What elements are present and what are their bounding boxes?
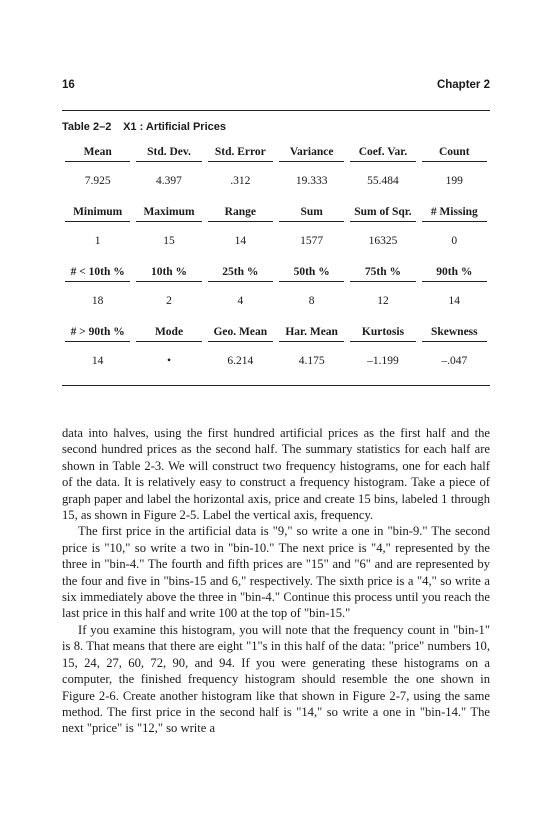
table-value-row	[62, 162, 490, 200]
table-value-cell: 6.214	[227, 355, 254, 367]
table-header-cell: 50th %	[279, 265, 344, 282]
table-value-cell: 2	[166, 295, 172, 307]
table-value-cell: 18	[91, 295, 104, 307]
table-value-cell: 0	[451, 235, 458, 247]
table-value-cell: •	[166, 355, 171, 367]
table-header-cell: Mode	[136, 325, 201, 342]
table-header-cell: Std. Dev.	[136, 145, 201, 162]
table-value-row	[62, 222, 490, 260]
table-value-cell: 14	[448, 295, 461, 307]
table-value-cell: 15	[163, 235, 175, 247]
table-header-cell: 90th %	[422, 265, 487, 282]
table-header-cell: 75th %	[350, 265, 415, 282]
table-value-cell: 12	[377, 295, 389, 307]
table-header-cell: # Missing	[422, 205, 487, 222]
table-value-cell: 14	[234, 235, 247, 247]
table-value-cell: 4.397	[156, 175, 182, 187]
table-value-cell: 1577	[300, 235, 324, 247]
table-value-cell: 4.175	[298, 355, 325, 367]
chapter-label: Chapter 2	[436, 79, 490, 91]
paragraph: If you examine this histogram, you will note that the frequency count in "bin-1" is 8. That means that there are eight "1"s in this half of the data: "price" numbers 10, 15, 24, 27, 60, 72, 90, and 94. If you were generating these histograms on a computer, the finished frequency histogram should resemble the one shown in Figure 2-6. Create another histogram like that shown in Figure 2-7, using the same method. The first price in the second half is "14," so write a one in "bin-14." The next "price" is "12," so write a	[62, 622, 490, 736]
table-header-cell: Har. Mean	[279, 325, 344, 342]
summary-statistics-table	[62, 140, 490, 380]
table-header-cell: Geo. Mean	[208, 325, 273, 342]
table-header-row	[62, 200, 490, 222]
table-value-cell: 4	[237, 295, 244, 307]
table-title: X1 : Artificial Prices	[123, 121, 226, 133]
table-value-cell: 7.925	[84, 175, 111, 187]
table-value-cell: 199	[445, 175, 463, 187]
table-value-cell: 14	[91, 355, 104, 367]
table-value-cell: –.047	[441, 355, 468, 367]
table-header-cell: Count	[422, 145, 487, 162]
table-header-cell: Coef. Var.	[350, 145, 415, 162]
table-header-cell: # > 90th %	[65, 325, 130, 342]
table-header-cell: Maximum	[136, 205, 201, 222]
table-number: Table 2–2	[62, 121, 112, 133]
table-header-cell: Kurtosis	[350, 325, 415, 342]
table-top-rule	[62, 110, 490, 111]
page-number: 16	[62, 79, 75, 91]
table-header-cell: Range	[208, 205, 273, 222]
table-value-cell: .312	[230, 175, 251, 187]
table-value-cell: 1	[94, 235, 101, 247]
paragraph: data into halves, using the first hundred artificial prices as the first half and the second hundred prices as the second half. The summary statistics for each half are shown in Table 2-3. We will construct two frequency histograms, one for each half of the data. It is relatively easy to construct a frequency histogram. Take a piece of graph paper and label the horizontal axis, price and create 15 bins, labeled 1 through 15, as shown in Figure 2-5. Label the vertical axis, frequency.	[62, 426, 490, 523]
page-header	[62, 79, 490, 95]
table-header-row	[62, 140, 490, 162]
table-header-cell: Std. Error	[208, 145, 273, 162]
table-header-row	[62, 260, 490, 282]
table-header-cell: Sum of Sqr.	[350, 205, 415, 222]
paragraph: The first price in the artificial data is "9," so write a one in "bin-9." The second price is "10," so write a two in "bin-10." The next price is "4," represented by the three in "bin-4." The fourth and fifth prices are "15" and "6" and are represented by the four and five in "bins-15 and 6," respectively. The sixth price is a "4," so write a six immediately above the three in "bin-4." Continue this process until you reach the last price in this half and write 100 at the top of "bin-15."	[62, 524, 490, 621]
table-header-cell: Minimum	[65, 205, 130, 222]
table-value-cell: 16325	[368, 235, 398, 247]
table-value-cell: 55.484	[367, 175, 399, 187]
body-text	[62, 425, 490, 737]
table-caption	[62, 121, 226, 135]
table-header-cell: Variance	[279, 145, 344, 162]
table-header-cell: Sum	[279, 205, 344, 222]
table-value-row	[62, 342, 490, 380]
table-value-cell: –1.199	[367, 355, 399, 367]
table-bottom-rule	[62, 385, 490, 386]
table-header-cell: 10th %	[136, 265, 201, 282]
table-header-cell: # < 10th %	[65, 265, 130, 282]
table-header-row	[62, 320, 490, 342]
table-value-cell: 19.333	[295, 175, 328, 187]
table-header-cell: Mean	[65, 145, 130, 162]
table-value-cell: 8	[308, 295, 315, 307]
table-header-cell: Skewness	[422, 325, 487, 342]
table-header-cell: 25th %	[208, 265, 273, 282]
table-value-row	[62, 282, 490, 320]
